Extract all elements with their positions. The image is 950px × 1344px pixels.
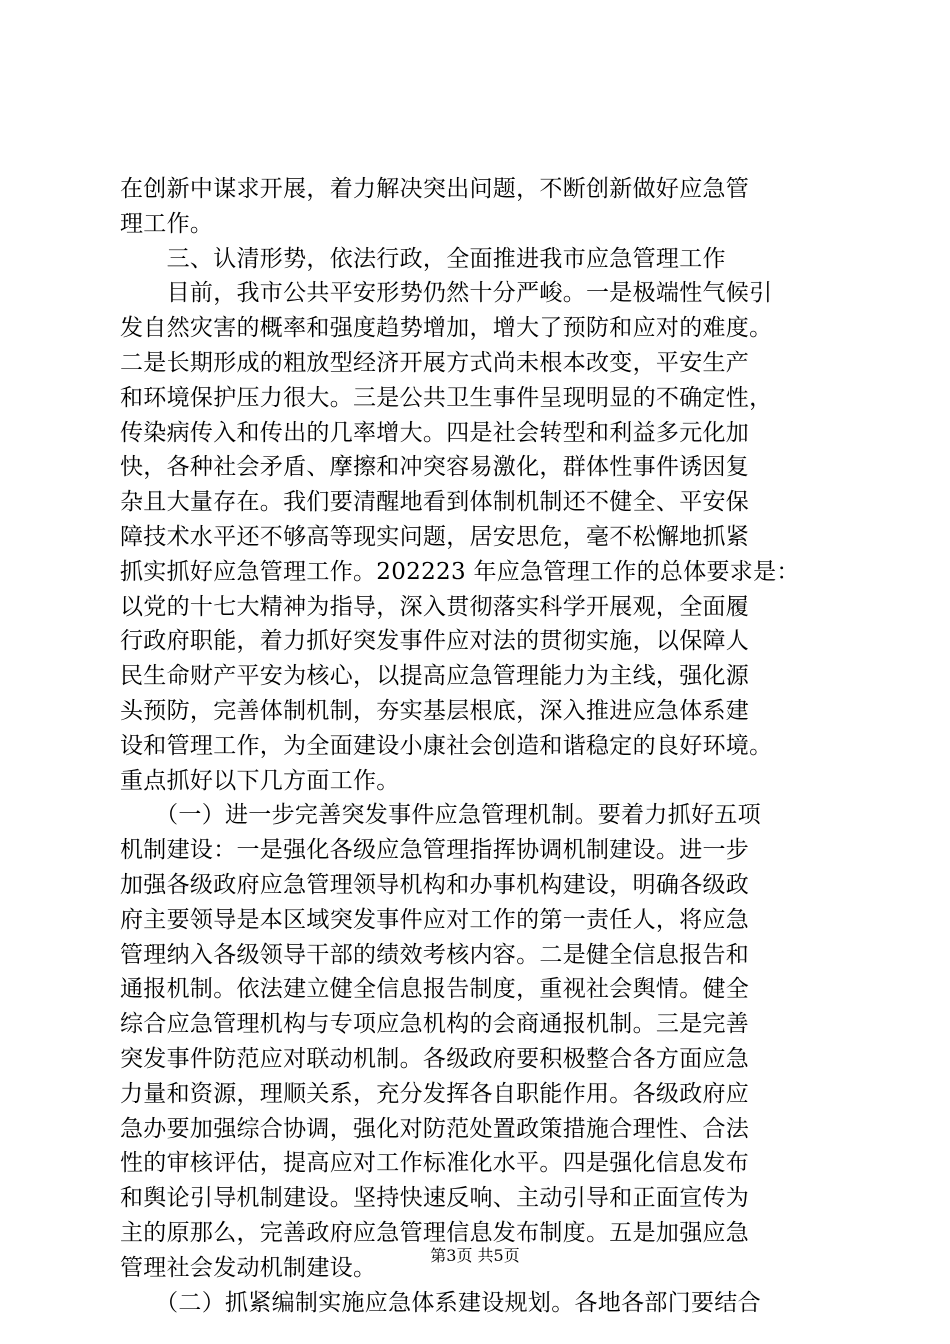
text-line: 理工作。 — [120, 210, 214, 237]
text-line: （二）抓紧编制实施应急体系建设规划。各地各部门要结合 — [120, 1289, 761, 1316]
text-line: 和环境保护压力很大。三是公共卫生事件呈现明显的不确定性， — [120, 384, 773, 411]
text-line: 急办要加强综合协调，强化对防范处置政策措施合理性、合法 — [120, 1115, 750, 1142]
section-heading: 三、认清形势，依法行政，全面推进我市应急管理工作 — [120, 245, 726, 272]
text-line: 杂且大量存在。我们要清醒地看到体制机制还不健全、平安保 — [120, 489, 750, 516]
text-line: 管理社会发动机制建设。 — [120, 1254, 377, 1281]
text-line: 民生命财产平安为核心，以提高应急管理能力为主线，强化源 — [120, 663, 750, 690]
text-line: 机制建设：一是强化各级应急管理指挥协调机制建设。进一步 — [120, 837, 750, 864]
text-line: 在创新中谋求开展，着力解决突出问题，不断创新做好应急管 — [120, 176, 750, 202]
text-line: 以党的十七大精神为指导，深入贯彻落实科学开展观，全面履 — [120, 593, 750, 620]
text-line: 二是长期形成的粗放型经济开展方式尚未根本改变，平安生产 — [120, 349, 750, 376]
text-line: 传染病传入和传出的几率增大。四是社会转型和利益多元化加 — [120, 419, 750, 446]
text-line: 设和管理工作，为全面建设小康社会创造和谐稳定的良好环境。 — [120, 732, 773, 759]
text-line: 抓实抓好应急管理工作。202223 年应急管理工作的总体要求是： — [120, 558, 800, 585]
text-line: 主的原那么，完善政府应急管理信息发布制度。五是加强应急 — [120, 1219, 750, 1246]
text-line: 行政府职能，着力抓好突发事件应对法的贯彻实施，以保障人 — [120, 628, 750, 655]
text-line: 力量和资源，理顺关系，充分发挥各自职能作用。各级政府应 — [120, 1080, 750, 1107]
text-line: 重点抓好以下几方面工作。 — [120, 767, 400, 794]
page-number-footer: 第3页 共5页 — [430, 1246, 520, 1265]
text-line: 快，各种社会矛盾、摩擦和冲突容易激化，群体性事件诱因复 — [120, 454, 750, 481]
text-line: 和舆论引导机制建设。坚持快速反响、主动引导和正面宣传为 — [120, 1185, 750, 1212]
text-line: 综合应急管理机构与专项应急机构的会商通报机制。三是完善 — [120, 1011, 750, 1038]
text-line: 目前，我市公共平安形势仍然十分严峻。一是极端性气候引 — [120, 280, 773, 307]
text-line: 通报机制。依法建立健全信息报告制度，重视社会舆情。健全 — [120, 976, 750, 1003]
text-line: （一）进一步完善突发事件应急管理机制。要着力抓好五项 — [120, 802, 761, 829]
text-line: 加强各级政府应急管理领导机构和办事机构建设，明确各级政 — [120, 871, 750, 898]
text-line: 府主要领导是本区域突发事件应对工作的第一责任人，将应急 — [120, 906, 750, 933]
text-line: 突发事件防范应对联动机制。各级政府要积极整合各方面应急 — [120, 1045, 750, 1072]
text-line: 头预防，完善体制机制，夯实基层根底，深入推进应急体系建 — [120, 697, 750, 724]
document-body — [120, 172, 840, 1320]
text-line: 障技术水平还不够高等现实问题，居安思危，毫不松懈地抓紧 — [120, 523, 750, 550]
text-line: 发自然灾害的概率和强度趋势增加，增大了预防和应对的难度。 — [120, 315, 773, 342]
text-line: 管理纳入各级领导干部的绩效考核内容。二是健全信息报告和 — [120, 941, 750, 968]
text-line: 性的审核评估，提高应对工作标准化水平。四是强化信息发布 — [120, 1150, 750, 1177]
